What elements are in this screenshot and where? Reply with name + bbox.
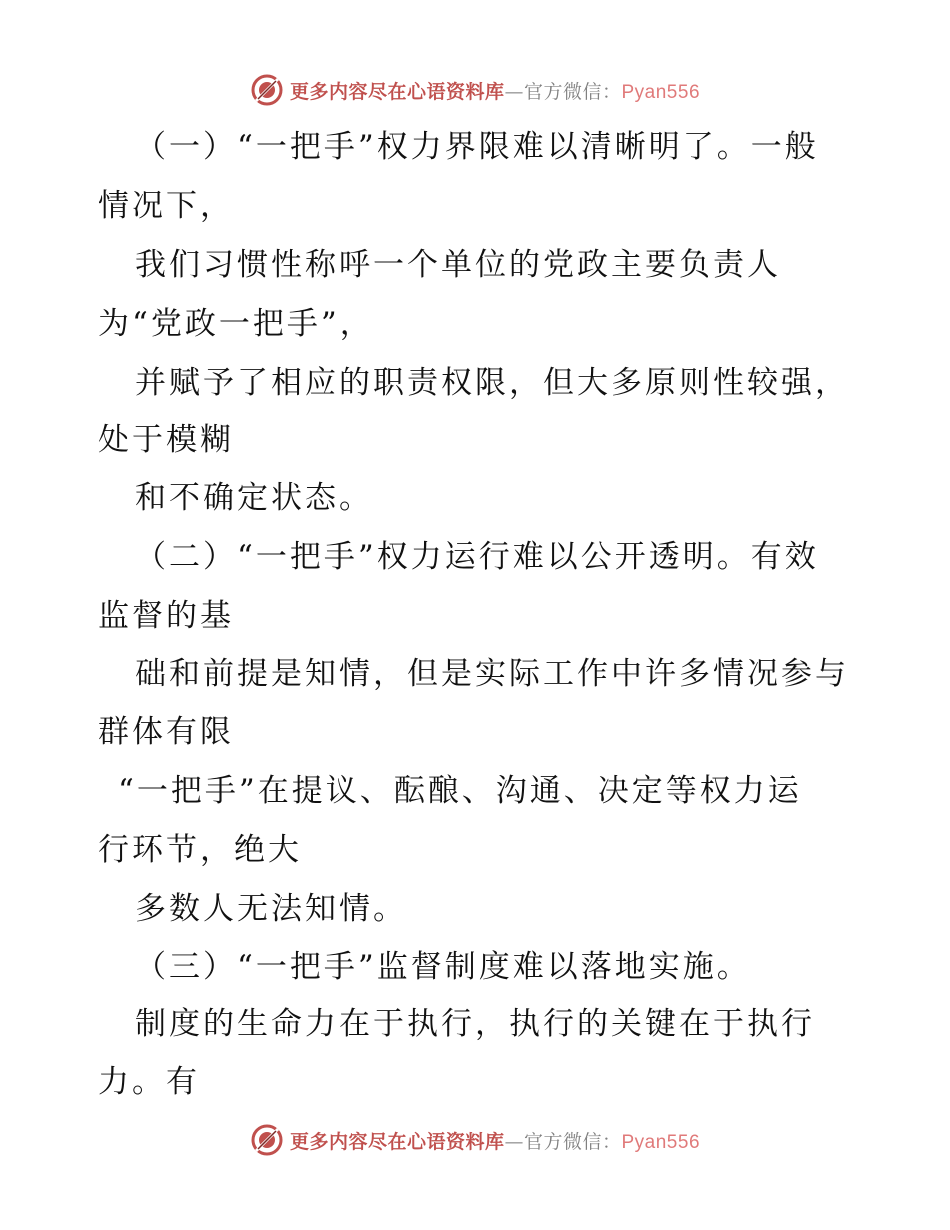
text-line: 为“党政一把手”， xyxy=(98,306,374,342)
watermark-footer xyxy=(0,1120,950,1160)
watermark-main: 更多内容尽在心语资料库 xyxy=(289,80,505,103)
text-line: 制度的生命力在于执行，执行的关键在于执行 xyxy=(135,1006,815,1042)
text-line: 情况下， xyxy=(98,188,234,224)
watermark-wechat-label: 官方微信： xyxy=(523,1130,622,1153)
watermark-dash: — xyxy=(504,1130,524,1153)
text-line: 力。有 xyxy=(98,1064,200,1100)
text-line: 监督的基 xyxy=(98,598,234,634)
text-line: 群体有限 xyxy=(98,714,234,750)
watermark-dash: — xyxy=(504,80,524,103)
watermark-wechat-id: Pyan556 xyxy=(621,81,701,103)
watermark-header xyxy=(0,70,950,110)
pen-circle-logo-icon xyxy=(250,1123,284,1157)
text-line: 行环节，绝大 xyxy=(98,832,302,868)
text-line: 我们习惯性称呼一个单位的党政主要负责人 xyxy=(135,247,781,283)
watermark-wechat-label: 官方微信： xyxy=(523,80,622,103)
text-line: 础和前提是知情，但是实际工作中许多情况参与 xyxy=(135,656,849,692)
watermark-wechat-id: Pyan556 xyxy=(621,1131,701,1153)
text-line: （二）“一把手”权力运行难以公开透明。有效 xyxy=(135,539,819,575)
text-line: 处于模糊 xyxy=(98,422,234,458)
text-line: 和不确定状态。 xyxy=(135,480,373,516)
text-line: 多数人无法知情。 xyxy=(135,891,407,927)
text-line: （一）“一把手”权力界限难以清晰明了。一般 xyxy=(135,129,819,165)
pen-circle-logo-icon xyxy=(250,73,284,107)
text-line: “一把手”在提议、酝酿、沟通、决定等权力运 xyxy=(118,773,802,809)
text-line: （三）“一把手”监督制度难以落地实施。 xyxy=(135,949,751,985)
text-line: 并赋予了相应的职责权限，但大多原则性较强， xyxy=(135,365,849,401)
watermark-main: 更多内容尽在心语资料库 xyxy=(289,1130,505,1153)
watermark-text xyxy=(290,1127,700,1154)
watermark-text xyxy=(290,77,700,104)
